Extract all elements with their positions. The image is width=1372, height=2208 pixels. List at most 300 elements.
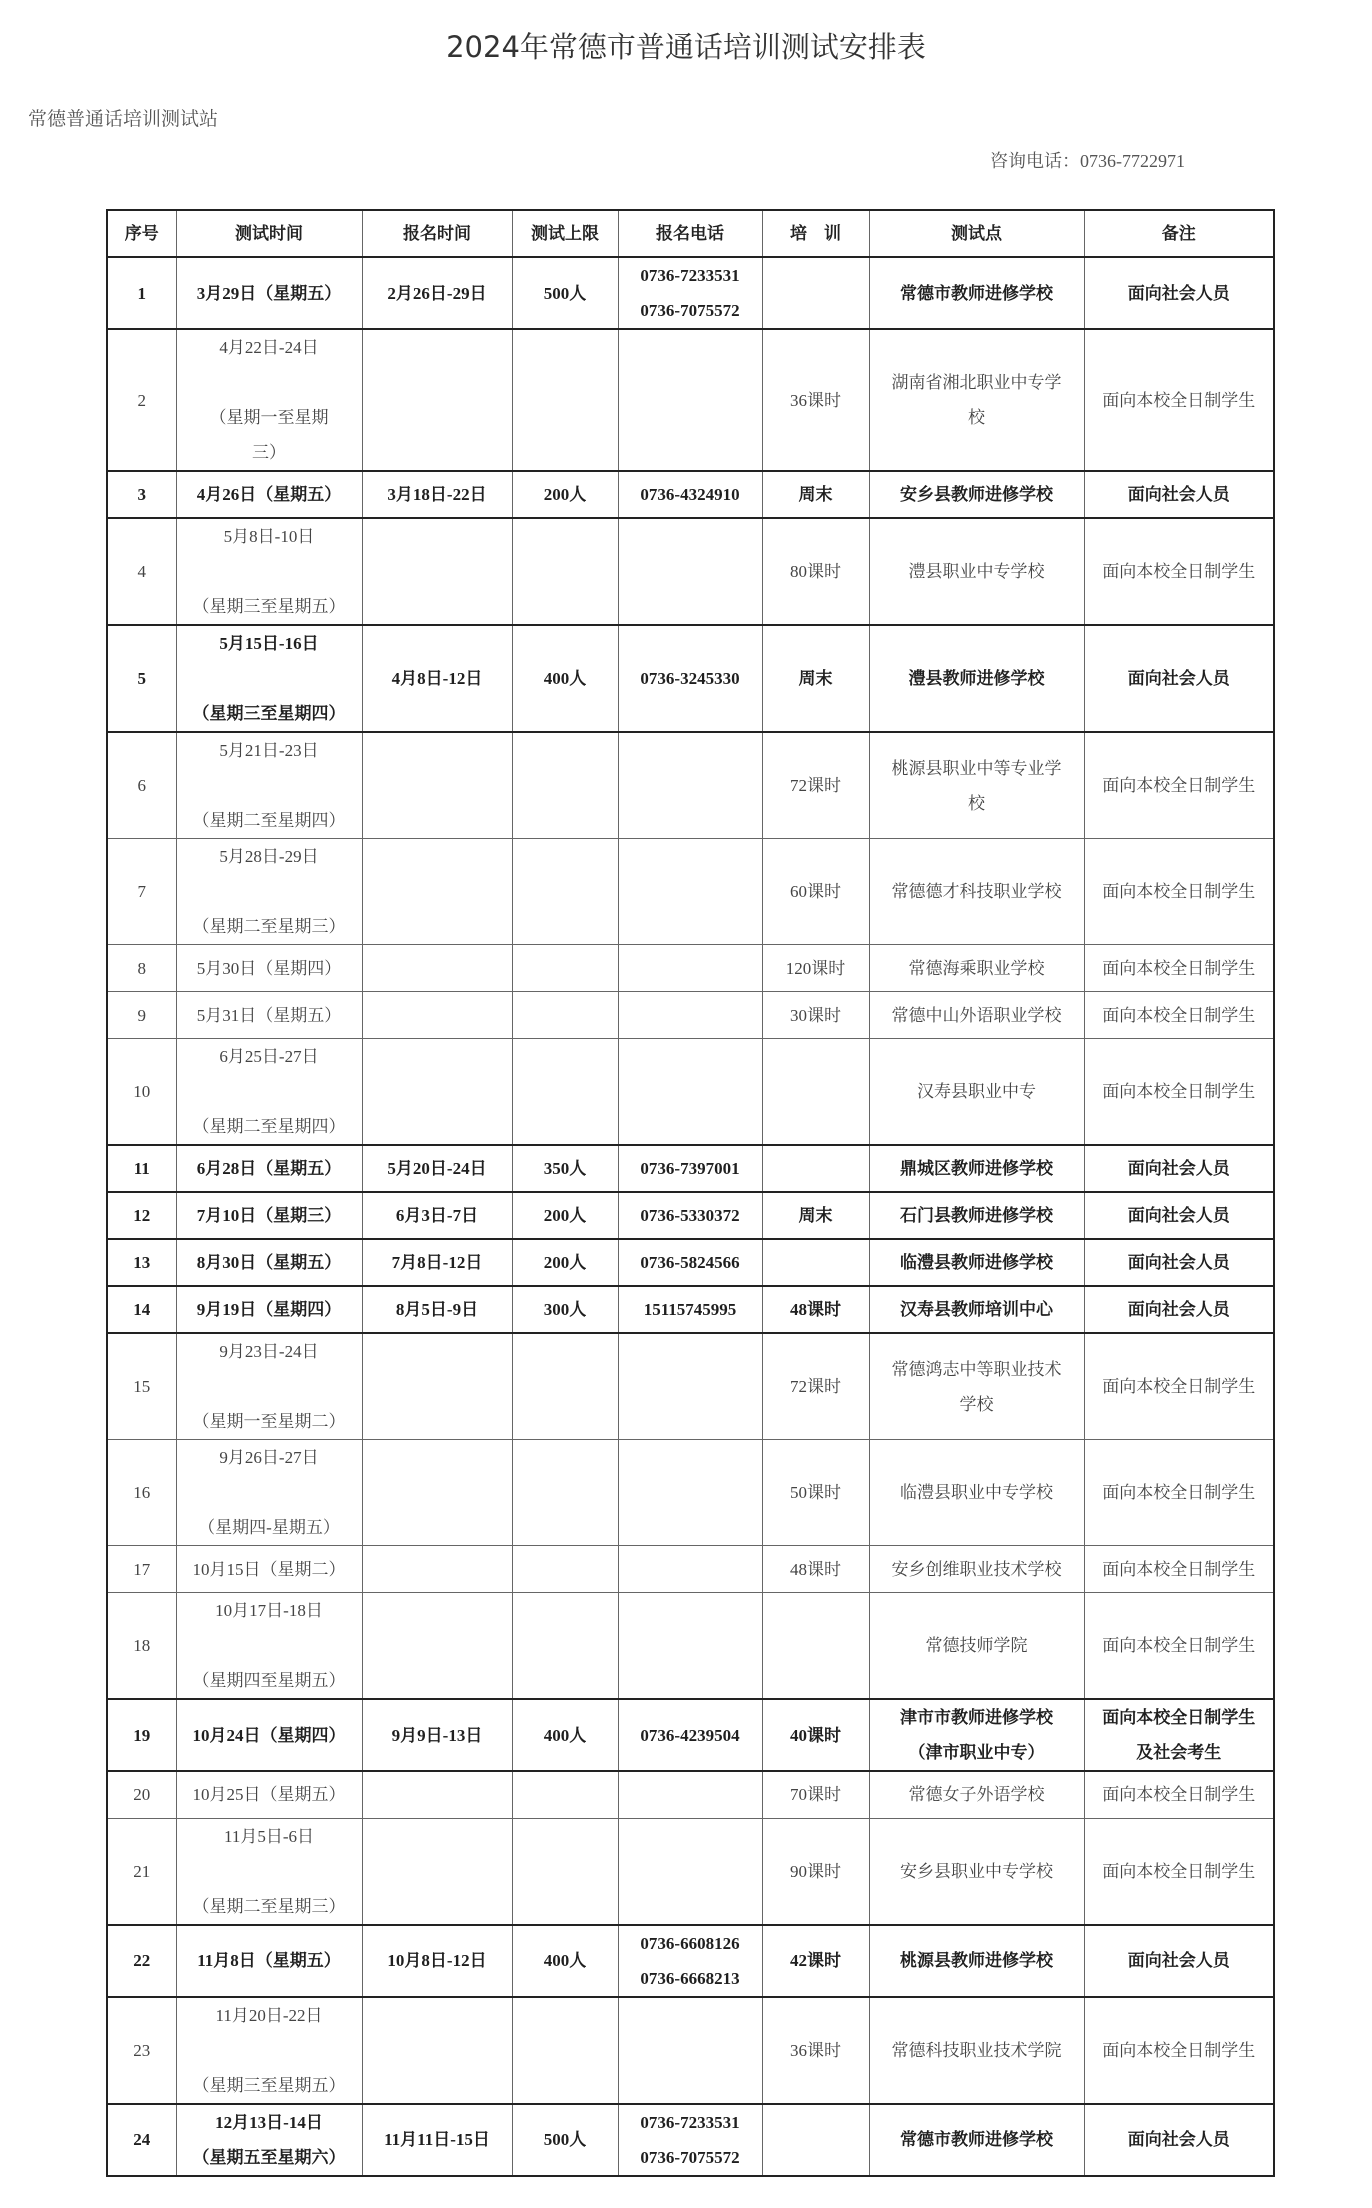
remarks: 面向社会人员 [1127,1159,1230,1178]
test-time: 6月25日-27日 [219,1047,319,1066]
test-time-cell [176,1192,362,1239]
registration-time-cell [362,329,512,471]
test-time: 11月20日-22日 [215,2005,323,2025]
test-time-cell [176,732,362,839]
registration-time-cell [362,625,512,732]
test-capacity: 400人 [543,669,587,688]
registration-time: 4月8日-12日 [391,669,483,688]
training-hours: 40课时 [790,1725,841,1745]
row-number-cell [107,1192,176,1239]
row-number-cell [107,992,176,1039]
registration-time-cell [362,1440,512,1546]
registration-phone: 0736-6608126 [640,1933,740,1953]
test-time: 9月19日（星期四） [196,1300,342,1319]
training-hours: 90课时 [790,1861,841,1881]
header-remarks: 备注 [1084,210,1274,257]
test-capacity: 500人 [543,2130,587,2149]
test-time: 5月21日-23日 [219,741,319,760]
training-hours: 60课时 [790,882,841,901]
training-hours-cell [762,1192,869,1239]
line-spacer [180,874,359,909]
registration-phone-cell [618,1925,762,1997]
test-capacity-cell [512,518,618,625]
schedule-row [107,1771,1274,1818]
schedule-row [107,1997,1274,2104]
registration-phone-cell [618,1546,762,1593]
test-capacity: 350人 [543,1159,587,1178]
registration-phone-cell [618,471,762,518]
row-number: 7 [137,882,146,901]
row-number-cell [107,1997,176,2104]
test-site: 澧县教师进修学校 [908,669,1045,688]
registration-time-cell [362,1925,512,1997]
training-hours-cell [762,1997,869,2104]
registration-phone-cell [618,625,762,732]
test-site: 桃源县教师进修学校 [900,1951,1053,1970]
registration-phone-cell [618,329,762,471]
training-hours: 36课时 [790,2040,841,2060]
schedule-row [107,1546,1274,1593]
schedule-row [107,625,1274,732]
registration-phone-cell [618,1593,762,1700]
registration-phone: 0736-6668213 [640,1968,740,1988]
training-hours-cell [762,1546,869,1593]
test-site-cell [869,1925,1084,1997]
test-site: 常德中山外语职业学校 [891,1005,1062,1025]
remarks: 面向本校全日制学生 [1102,1377,1256,1396]
remarks-cell [1084,732,1274,839]
test-time: 12月13日-14日 [215,2112,323,2132]
remarks-cell [1084,1699,1274,1771]
remarks-cell [1084,625,1274,732]
test-site: 常德科技职业技术学院 [891,2040,1062,2060]
remarks: 面向社会人员 [1127,1300,1230,1319]
test-time: 6月28日（星期五） [196,1159,342,1178]
remarks: 面向社会人员 [1127,1253,1230,1272]
test-time: 5月31日（星期五） [196,1005,342,1025]
test-capacity-cell [512,1440,618,1546]
registration-phone: 0736-7075572 [640,301,740,320]
test-time-cell [176,1145,362,1192]
test-capacity-cell [512,839,618,945]
registration-time-cell [362,1699,512,1771]
test-capacity-cell [512,1925,618,1997]
test-site: 常德女子外语学校 [908,1785,1045,1805]
header-test-time: 测试时间 [176,210,362,257]
row-number-cell [107,1333,176,1440]
training-hours-cell [762,625,869,732]
registration-phone: 0736-5824566 [640,1253,740,1272]
test-time: 7月10日（星期三） [196,1206,342,1225]
test-site-cell [869,1192,1084,1239]
test-time-cell [176,1440,362,1546]
line-spacer [180,661,359,696]
remarks-cell [1084,1546,1274,1593]
registration-time-cell [362,1593,512,1700]
test-time-cell [176,1997,362,2104]
remarks: 及社会考生 [1136,1743,1222,1762]
line-spacer [180,1369,359,1404]
registration-time: 6月3日-7日 [395,1206,479,1225]
test-time: （星期四至星期五） [192,1671,346,1690]
test-site-cell [869,839,1084,945]
remarks: 面向社会人员 [1127,1206,1230,1225]
line-spacer [180,1628,359,1663]
test-capacity-cell [512,257,618,329]
row-number-cell [107,2104,176,2176]
training-hours-cell [762,471,869,518]
training-hours-cell [762,1039,869,1146]
schedule-row [107,1145,1274,1192]
row-number-cell [107,1145,176,1192]
registration-phone-cell [618,1192,762,1239]
training-hours: 72课时 [790,776,841,795]
row-number-cell [107,1699,176,1771]
remarks: 面向本校全日制学生 [1102,390,1256,410]
registration-phone-cell [618,945,762,992]
remarks-cell [1084,1440,1274,1546]
row-number: 13 [133,1253,151,1272]
test-capacity: 400人 [543,1951,587,1970]
row-number-cell [107,1818,176,1925]
row-number: 15 [133,1377,151,1396]
training-hours-cell [762,1333,869,1440]
test-site-cell [869,329,1084,471]
test-capacity: 200人 [543,1253,587,1272]
test-capacity: 400人 [543,1725,587,1745]
test-time: 11月5日-6日 [223,1826,315,1846]
test-site-cell [869,1997,1084,2104]
test-time-cell [176,329,362,471]
test-site: 安乡创维职业技术学校 [891,1559,1062,1579]
test-site-cell [869,1699,1084,1771]
registration-time-cell [362,1192,512,1239]
remarks-cell [1084,1333,1274,1440]
test-time: （星期二至星期三） [192,1896,346,1916]
training-hours-cell [762,329,869,471]
header-test-site: 测试点 [869,210,1084,257]
row-number: 5 [137,669,146,688]
registration-time-cell [362,1239,512,1286]
test-time-cell [176,257,362,329]
registration-time: 9月9日-13日 [391,1725,483,1745]
registration-time-cell [362,1997,512,2104]
registration-time-cell [362,257,512,329]
registration-phone-cell [618,1286,762,1333]
row-number-cell [107,1286,176,1333]
row-number: 17 [133,1559,151,1579]
training-hours: 80课时 [790,562,841,581]
remarks: 面向本校全日制学生 [1102,1559,1256,1579]
remarks: 面向本校全日制学生 [1102,1483,1256,1502]
schedule-row [107,471,1274,518]
remarks: 面向本校全日制学生 [1102,1708,1256,1727]
registration-phone-cell [618,1039,762,1146]
row-number-cell [107,1546,176,1593]
test-time: 9月26日-27日 [219,1448,319,1467]
test-site-cell [869,1818,1084,1925]
test-time-cell [176,1333,362,1440]
schedule-row [107,1192,1274,1239]
test-time: 11月8日（星期五） [197,1951,341,1970]
registration-time-cell [362,1145,512,1192]
test-site: 常德鸿志中等职业技术学校 [891,1359,1062,1414]
row-number: 12 [133,1206,151,1225]
schedule-row [107,1039,1274,1146]
test-time-cell [176,518,362,625]
registration-phone-cell [618,1239,762,1286]
remarks: 面向本校全日制学生 [1102,1785,1256,1805]
line-spacer [180,1854,359,1889]
test-time-cell [176,625,362,732]
row-number: 11 [133,1159,150,1178]
training-hours: 120课时 [785,958,846,978]
schedule-row [107,1286,1274,1333]
registration-time-cell [362,471,512,518]
registration-phone: 0736-5330372 [640,1206,740,1225]
remarks-cell [1084,1145,1274,1192]
test-time: （星期一至星期二） [192,1412,346,1431]
registration-phone: 0736-4239504 [640,1725,740,1745]
test-capacity-cell [512,1286,618,1333]
row-number: 4 [137,562,146,581]
training-hours-cell [762,1818,869,1925]
schedule-row [107,1593,1274,1700]
registration-phone-cell [618,1997,762,2104]
test-capacity-cell [512,1771,618,1818]
header-row-number: 序号 [107,210,176,257]
remarks: 面向本校全日制学生 [1102,1082,1256,1101]
registration-phone: 0736-7233531 [640,266,740,285]
test-time: （星期四-星期五） [198,1518,340,1537]
registration-time-cell [362,1039,512,1146]
remarks: 面向本校全日制学生 [1102,958,1256,978]
test-site-cell [869,471,1084,518]
test-time: （星期三至星期五） [192,2075,346,2095]
remarks: 面向社会人员 [1127,283,1230,303]
test-site: 常德德才科技职业学校 [891,882,1062,901]
remarks-cell [1084,1818,1274,1925]
test-site: 常德市教师进修学校 [900,2130,1053,2149]
test-capacity-cell [512,992,618,1039]
test-site: 澧县职业中专学校 [908,562,1045,581]
schedule-row [107,732,1274,839]
test-time: （星期一至星期三） [209,408,329,462]
test-site-cell [869,1333,1084,1440]
schedule-row [107,257,1274,329]
test-time: （星期三至星期五） [192,597,346,616]
test-time: 4月26日（星期五） [196,485,342,504]
test-site: 汉寿县教师培训中心 [900,1300,1053,1319]
line-spacer [180,1074,359,1109]
test-capacity-cell [512,1593,618,1700]
test-capacity-cell [512,1192,618,1239]
registration-phone-cell [618,1771,762,1818]
test-time-cell [176,1818,362,1925]
training-hours-cell [762,839,869,945]
test-capacity-cell [512,1333,618,1440]
schedule-row [107,518,1274,625]
row-number-cell [107,257,176,329]
row-number-cell [107,732,176,839]
test-time: （星期二至星期四） [192,811,346,830]
remarks-cell [1084,257,1274,329]
test-time-cell [176,839,362,945]
training-hours-cell [762,1771,869,1818]
schedule-row [107,2104,1274,2176]
test-time-cell [176,1546,362,1593]
test-site-cell [869,1145,1084,1192]
row-number: 1 [137,283,146,303]
registration-phone-cell [618,732,762,839]
remarks: 面向本校全日制学生 [1102,776,1256,795]
test-capacity-cell [512,1997,618,2104]
row-number-cell [107,1039,176,1146]
registration-time: 11月11日-15日 [384,2130,490,2149]
schedule-row [107,945,1274,992]
schedule-row [107,1925,1274,1997]
remarks: 面向社会人员 [1127,485,1230,504]
test-time: 5月15日-16日 [219,634,319,653]
test-site-cell [869,1039,1084,1146]
row-number-cell [107,471,176,518]
header-registration-phone: 报名电话 [618,210,762,257]
remarks: 面向本校全日制学生 [1102,1636,1256,1655]
schedule-row [107,1333,1274,1440]
training-hours-cell [762,1286,869,1333]
training-hours: 42课时 [790,1951,841,1970]
test-capacity-cell [512,945,618,992]
row-number: 14 [133,1300,151,1319]
remarks-cell [1084,945,1274,992]
training-hours-cell [762,518,869,625]
remarks-cell [1084,992,1274,1039]
test-site-cell [869,257,1084,329]
test-capacity-cell [512,625,618,732]
registration-time: 7月8日-12日 [391,1253,483,1272]
test-site: 桃源县职业中等专业学校 [891,758,1062,813]
registration-time-cell [362,945,512,992]
training-hours: 30课时 [790,1005,841,1025]
test-site: 安乡县职业中专学校 [900,1861,1053,1881]
test-time: 10月15日（星期二） [192,1559,346,1579]
test-site-cell [869,732,1084,839]
test-site-cell [869,1440,1084,1546]
line-spacer [180,1475,359,1510]
remarks: 面向本校全日制学生 [1102,882,1256,901]
test-time: （星期三至星期四） [192,704,346,723]
row-number: 23 [133,2040,151,2060]
test-time-cell [176,945,362,992]
registration-phone-cell [618,2104,762,2176]
training-hours-cell [762,1145,869,1192]
test-site-cell [869,1239,1084,1286]
row-number: 19 [133,1725,151,1745]
test-time: 4月22日-24日 [219,338,319,357]
row-number: 9 [137,1005,146,1025]
row-number: 20 [133,1785,151,1805]
remarks-cell [1084,1239,1274,1286]
test-time-cell [176,1699,362,1771]
test-time-cell [176,1239,362,1286]
test-time: （星期五至星期六） [192,2147,346,2167]
row-number-cell [107,839,176,945]
registration-time-cell [362,732,512,839]
test-site: 常德海乘职业学校 [908,958,1045,978]
registration-phone: 0736-4324910 [640,485,740,504]
row-number-cell [107,329,176,471]
test-time-cell [176,1286,362,1333]
training-hours: 72课时 [790,1377,841,1396]
test-site: 安乡县教师进修学校 [900,485,1053,504]
hotline: 咨询电话：0736-7722971 [990,151,1185,171]
training-hours-cell [762,2104,869,2176]
line-spacer [180,768,359,803]
row-number-cell [107,1593,176,1700]
registration-time-cell [362,1546,512,1593]
remarks-cell [1084,1997,1274,2104]
row-number: 18 [133,1636,151,1655]
training-hours: 50课时 [790,1483,841,1502]
test-time-cell [176,471,362,518]
registration-phone: 0736-3245330 [640,669,740,688]
registration-phone: 0736-7397001 [640,1159,740,1178]
test-capacity-cell [512,2104,618,2176]
test-time: 5月30日（星期四） [196,958,342,978]
test-capacity-cell [512,1145,618,1192]
registration-phone-cell [618,518,762,625]
page-title: 2024年常德市普通话培训测试安排表 [446,30,926,64]
test-time-cell [176,1593,362,1700]
training-hours-cell [762,1593,869,1700]
registration-time-cell [362,1818,512,1925]
test-time-cell [176,1039,362,1146]
training-hours-cell [762,1239,869,1286]
test-capacity-cell [512,1239,618,1286]
test-time: 10月24日（星期四） [192,1725,346,1745]
test-time: （星期二至星期四） [192,1117,346,1136]
test-site: 湖南省湘北职业中专学校 [891,373,1062,427]
header-test-capacity: 测试上限 [512,210,618,257]
training-hours-cell [762,1440,869,1546]
test-time: 3月29日（星期五） [196,283,342,303]
line-spacer [180,365,359,400]
test-time: 5月8日-10日 [223,527,315,546]
test-site: 鼎城区教师进修学校 [900,1159,1053,1178]
registration-time-cell [362,518,512,625]
test-time: （星期二至星期三） [192,917,346,936]
test-site-cell [869,1593,1084,1700]
test-site-cell [869,1286,1084,1333]
remarks: 面向社会人员 [1127,669,1230,688]
test-time: 8月30日（星期五） [196,1253,342,1272]
remarks: 面向社会人员 [1127,1951,1230,1970]
test-time-cell [176,2104,362,2176]
schedule-row [107,839,1274,945]
remarks-cell [1084,471,1274,518]
schedule-body [107,257,1274,2176]
registration-phone-cell [618,1818,762,1925]
test-capacity-cell [512,329,618,471]
test-site: 常德市教师进修学校 [900,283,1053,303]
row-number: 22 [133,1951,151,1970]
training-hours-cell [762,1699,869,1771]
test-time: 5月28日-29日 [219,847,319,866]
test-time: 10月17日-18日 [215,1601,323,1620]
registration-time: 3月18日-22日 [387,485,487,504]
remarks-cell [1084,1286,1274,1333]
remarks-cell [1084,1039,1274,1146]
